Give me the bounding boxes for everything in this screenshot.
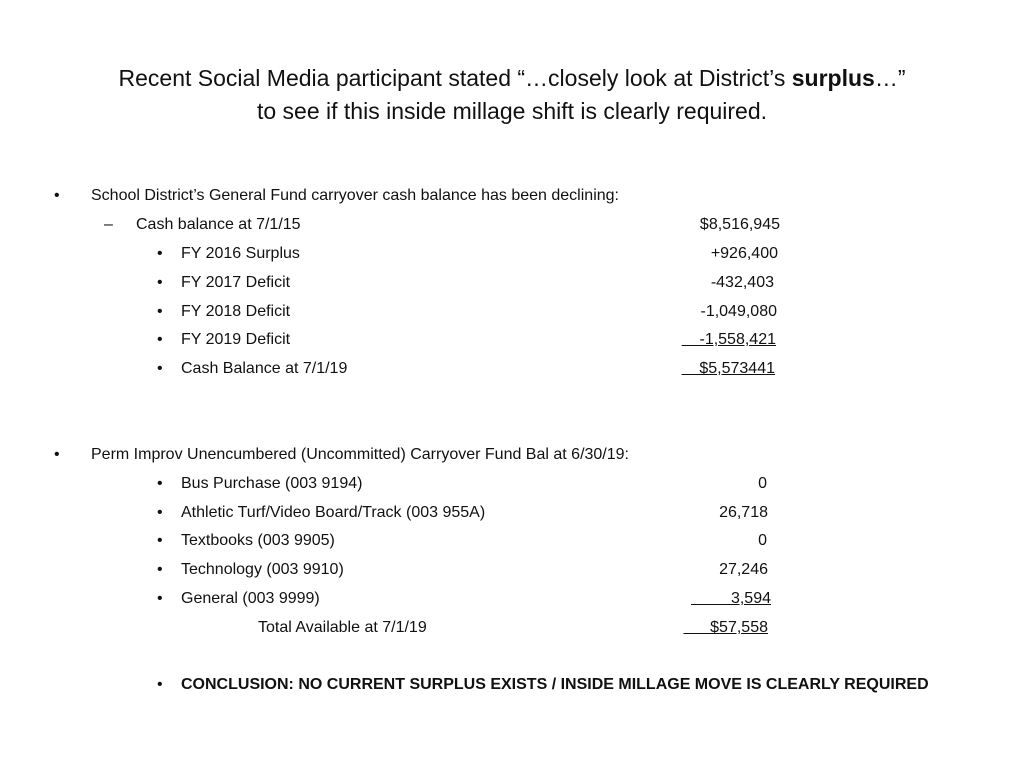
bullet-icon: • (157, 504, 163, 521)
section-1-heading: School District’s General Fund carryover cash balance has been declining: (91, 187, 619, 204)
cash-balance-2019-label: Cash Balance at 7/1/19 (181, 360, 348, 377)
bullet-icon: • (157, 245, 163, 262)
bullet-icon: • (157, 331, 163, 348)
fy2019-label: FY 2019 Deficit (181, 331, 291, 348)
title-line-1-text: Recent Social Media participant stated “…closely look at District’s (118, 65, 792, 91)
fy2018-value: -1,049,080 (700, 303, 777, 320)
technology-label: Technology (003 9910) (181, 561, 344, 578)
bullet-icon: • (157, 274, 163, 291)
section-2-heading: Perm Improv Unencumbered (Uncommitted) Carryover Fund Bal at 6/30/19: (91, 446, 629, 463)
fy2016-value: +926,400 (710, 245, 778, 262)
cash-balance-2015-value: $8,516,945 (699, 216, 780, 233)
bullet-icon: • (157, 561, 163, 578)
title-line-1-end: …” (874, 65, 906, 91)
bullet-icon: • (54, 446, 60, 463)
fy2016-label: FY 2016 Surplus (181, 245, 300, 262)
conclusion-text: CONCLUSION: NO CURRENT SURPLUS EXISTS / INSIDE MILLAGE MOVE IS CLEARLY REQUIRED (181, 676, 929, 693)
general-value: 3,594 (690, 590, 771, 607)
slide-title (40, 62, 984, 128)
title-line-1 (40, 62, 984, 95)
cash-balance-2019-value: $5,573441 (681, 360, 775, 377)
bullet-icon: • (157, 532, 163, 549)
bullet-icon: • (157, 303, 163, 320)
cash-balance-2015-label: Cash balance at 7/1/15 (136, 216, 301, 233)
athletic-turf-label: Athletic Turf/Video Board/Track (003 955A) (181, 504, 486, 521)
bus-purchase-value: 0 (758, 475, 767, 492)
total-available-label: Total Available at 7/1/19 (258, 619, 427, 636)
technology-value: 27,246 (719, 561, 768, 578)
bullet-icon: • (157, 590, 163, 607)
textbooks-label: Textbooks (003 9905) (181, 532, 335, 549)
fy2017-label: FY 2017 Deficit (181, 274, 291, 291)
title-line-2: to see if this inside millage shift is clearly required. (256, 98, 768, 124)
textbooks-value: 0 (758, 532, 767, 549)
fy2017-value: -432,403 (710, 274, 774, 291)
bullet-icon: • (54, 187, 60, 204)
fy2019-value: -1,558,421 (681, 331, 776, 348)
bullet-icon: • (157, 360, 163, 377)
general-label: General (003 9999) (181, 590, 320, 607)
bus-purchase-label: Bus Purchase (003 9194) (181, 475, 363, 492)
total-available-value: $57,558 (683, 619, 768, 636)
bullet-icon: • (157, 475, 163, 492)
fy2018-label: FY 2018 Deficit (181, 303, 291, 320)
athletic-turf-value: 26,718 (719, 504, 768, 521)
title-surplus-emphasis: surplus (791, 65, 875, 91)
dash-icon: – (104, 216, 113, 233)
bullet-icon: • (157, 676, 163, 693)
